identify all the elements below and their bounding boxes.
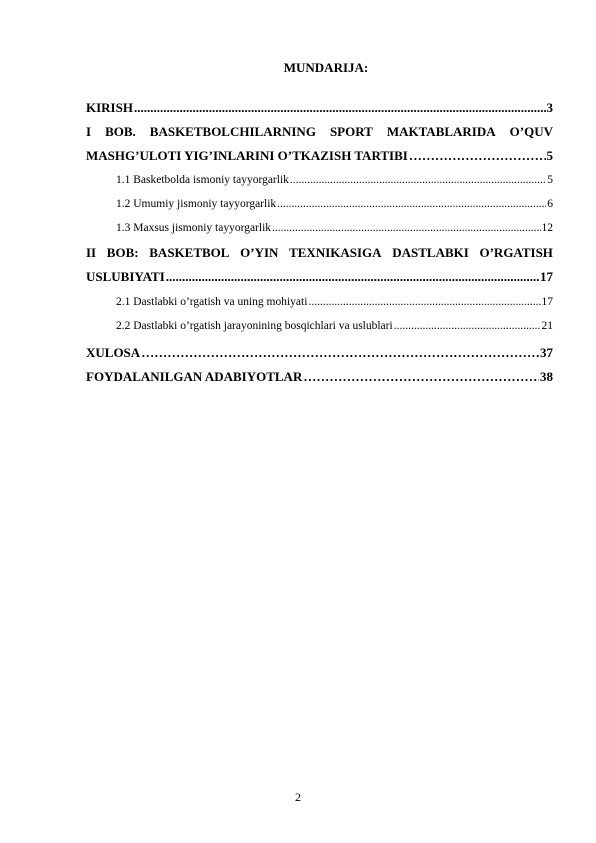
justified-heading [86, 245, 553, 261]
dot-leader [308, 294, 540, 310]
toc-entry-label: XULOSA [86, 345, 141, 360]
toc-entry-kirish[interactable] [86, 100, 553, 116]
heading-word: BOB: [106, 245, 139, 260]
toc-entry-bob1-line1[interactable] [86, 124, 553, 140]
heading-word: II [86, 245, 97, 260]
dot-leader [166, 269, 539, 285]
heading-word: I [86, 124, 92, 139]
toc-entry-label: FOYDALANILGAN ADABIYOTLAR [86, 369, 303, 384]
heading-word: TEXNIKASIGA [289, 245, 382, 260]
toc-entry-page: 5 [547, 174, 553, 186]
toc-entry-1-1[interactable] [116, 172, 553, 188]
toc-entry-1-3[interactable] [116, 220, 553, 236]
toc-entry-label: 2.1 Dastlabki o’rgatish va uning mohiyati [116, 296, 308, 308]
toc-entry-2-2[interactable] [116, 318, 553, 334]
toc-entry-adabiyotlar[interactable] [86, 369, 553, 385]
heading-word: DASTLABKI [392, 245, 469, 260]
toc-entry-label: KIRISH [86, 100, 133, 115]
heading-word: BOB. [105, 124, 136, 139]
heading-word: MAKTABLARIDA [386, 124, 496, 139]
dot-leader [290, 172, 546, 188]
heading-word: SPORT [329, 124, 373, 139]
toc-entry-page: 12 [541, 222, 553, 234]
toc-entry-bob2-line1[interactable] [86, 245, 553, 261]
dot-leader [134, 100, 546, 116]
heading-word: BASKETBOL [149, 245, 230, 260]
dot-leader [394, 318, 541, 334]
justified-heading [86, 124, 553, 140]
ellipsis-leader [303, 369, 539, 385]
toc-entry-bob2-line2[interactable] [86, 269, 553, 285]
heading-word: O’RGATISH [479, 245, 553, 260]
dot-leader [277, 196, 546, 212]
toc-entry-page: 37 [540, 345, 553, 360]
toc-entry-page: 5 [546, 148, 553, 163]
toc-entry-xulosa[interactable] [86, 345, 553, 361]
toc-entry-label: MASHG’ULOTI YIG’INLARINI O’TKAZISH TARTIBI [86, 148, 408, 163]
ellipsis-leader [409, 148, 546, 164]
heading-word: O’YIN [240, 245, 279, 260]
toc-entry-page: 21 [541, 320, 553, 332]
toc-title: MUNDARIJA: [283, 60, 369, 75]
toc-entry-1-2[interactable] [116, 196, 553, 212]
toc-entry-label: 1.3 Maxsus jismoniy tayyorgarlik [116, 222, 272, 234]
toc-entry-bob1-line2[interactable] [86, 148, 553, 164]
ellipsis-leader [141, 345, 539, 361]
toc-entry-2-1[interactable] [116, 294, 553, 310]
toc-entry-page: 17 [540, 269, 553, 284]
toc-entry-page: 38 [540, 369, 553, 384]
toc-entry-label: 1.1 Basketbolda ismoniy tayyorgarlik [116, 174, 289, 186]
toc-entry-label: USLUBIYATI [86, 269, 165, 284]
toc-entry-page: 3 [546, 100, 553, 115]
page-number: 2 [295, 790, 301, 804]
toc-entry-page: 17 [541, 296, 553, 308]
toc-entry-label: 1.2 Umumiy jismoniy tayyorgarlik [116, 198, 277, 210]
dot-leader [272, 220, 540, 236]
heading-word: O’QUV [509, 124, 553, 139]
toc-entry-label: 2.2 Dastlabki o’rgatish jarayonining bosqichlari va uslublari [116, 320, 393, 332]
toc-entry-page: 6 [547, 198, 553, 210]
heading-word: BASKETBOLCHILARNING [149, 124, 316, 139]
